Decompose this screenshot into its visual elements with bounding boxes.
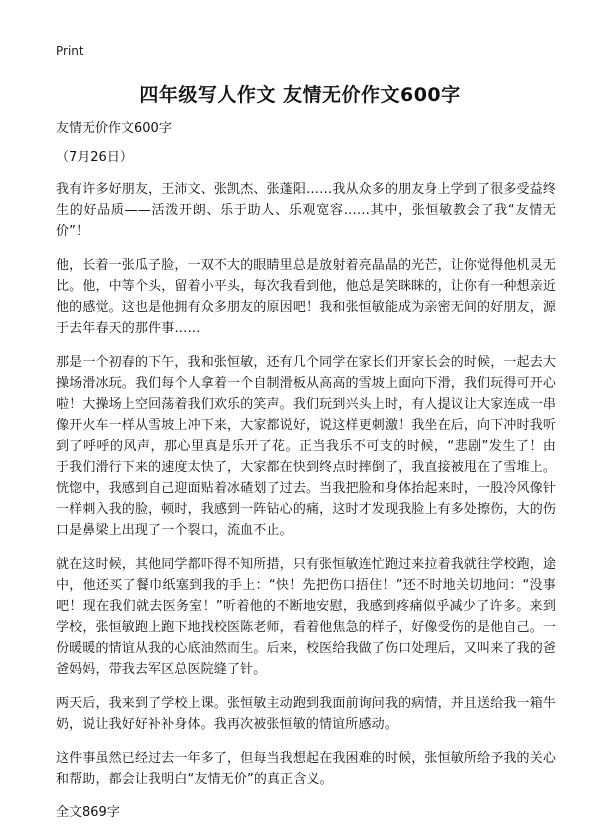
article-body — [56, 119, 556, 822]
article-subtitle: 友情无价作文600字 — [56, 121, 172, 136]
paragraph-4: 就在这时候，其他同学都吓得不知所措，只有张恒敏连忙跑过来拉着我就往学校跑，途中，他还买了餐巾纸塞到我的手上：“快！先把伤口捂住！”还不时地关切地问：“没事吧！现在我们就去医务室！”听着他的不断地安慰，我感到疼痛似乎减少了许多。来到学校，张恒敏跑上跑下地找校医陈老师，看着他焦急的样子，好像受伤的是他自己。一份暖暖的情谊从我的心底油然而生。后来，校医给我做了伤口处理后，又叫来了我的爸爸妈妈，带我去军区总医院缝了针。 — [56, 557, 556, 677]
paragraph-6: 这件事虽然已经过去一年多了，但每当我想起在我困难的时候，张恒敏所给予我的关心和帮助，都会让我明白“友情无价”的真正含义。 — [56, 751, 556, 787]
article-date: （7月26日） — [56, 150, 133, 165]
page-title: 四年级写人作文 友情无价作文600字 — [139, 84, 461, 106]
paragraph-5: 两天后，我来到了学校上课。张恒敏主动跑到我面前询问我的病情，并且送给我一箱牛奶，说让我好好补补身体。我再次被张恒敏的情谊所感动。 — [56, 696, 556, 732]
paragraph-3: 那是一个初春的下午，我和张恒敏，还有几个同学在家长们开家长会的时候，一起去大操场滑冰玩。我们每个人拿着一个自制滑板从高高的雪坡上面向下滑，我们玩得可开心啦！大操场上空回荡着我们欢乐的笑声。我们玩到兴头上时，有人提议让大家连成一串像开火车一样从雪坡上冲下来，大家都说好，说这样更刺激！我坐在后，向下冲时我听到了呼呼的风声，那心里真是乐开了花。正当我乐不可支的时候，“悲剧”发生了！由于我们滑行下来的速度太快了，大家都在快到终点时摔倒了，我直接被甩在了雪堆上。恍惚中，我感到自己迎面贴着冰碴划了过去。当我把脸和身体抬起来时，一股冷风像针一样刺入我的脸，顿时，我感到一阵钻心的痛，这时才发现我脸上有多处擦伤，大的伤口是鼻梁上出现了一个裂口，流血不止。 — [56, 355, 556, 538]
paragraph-1: 我有许多好朋友，王沛文、张凯杰、张蓬阳……我从众多的朋友身上学到了很多受益终生的好品质——活泼开朗、乐于助人、乐观宽容……其中，张恒敏教会了我“友情无价”！ — [56, 182, 556, 239]
word-count: 全文869字 — [56, 805, 120, 820]
print-link[interactable]: Print — [56, 44, 84, 58]
paragraph-2: 他，长着一张瓜子脸，一双不大的眼睛里总是放射着亮晶晶的光芒，让你觉得他机灵无比。他，中等个头，留着小平头，每次我看到他，他总是笑眯眯的，让你有一种想亲近他的感觉。这也是他拥有众多朋友的原因吧！我和张恒敏能成为亲密无间的好朋友，源于去年春天的那件事…… — [56, 258, 556, 336]
